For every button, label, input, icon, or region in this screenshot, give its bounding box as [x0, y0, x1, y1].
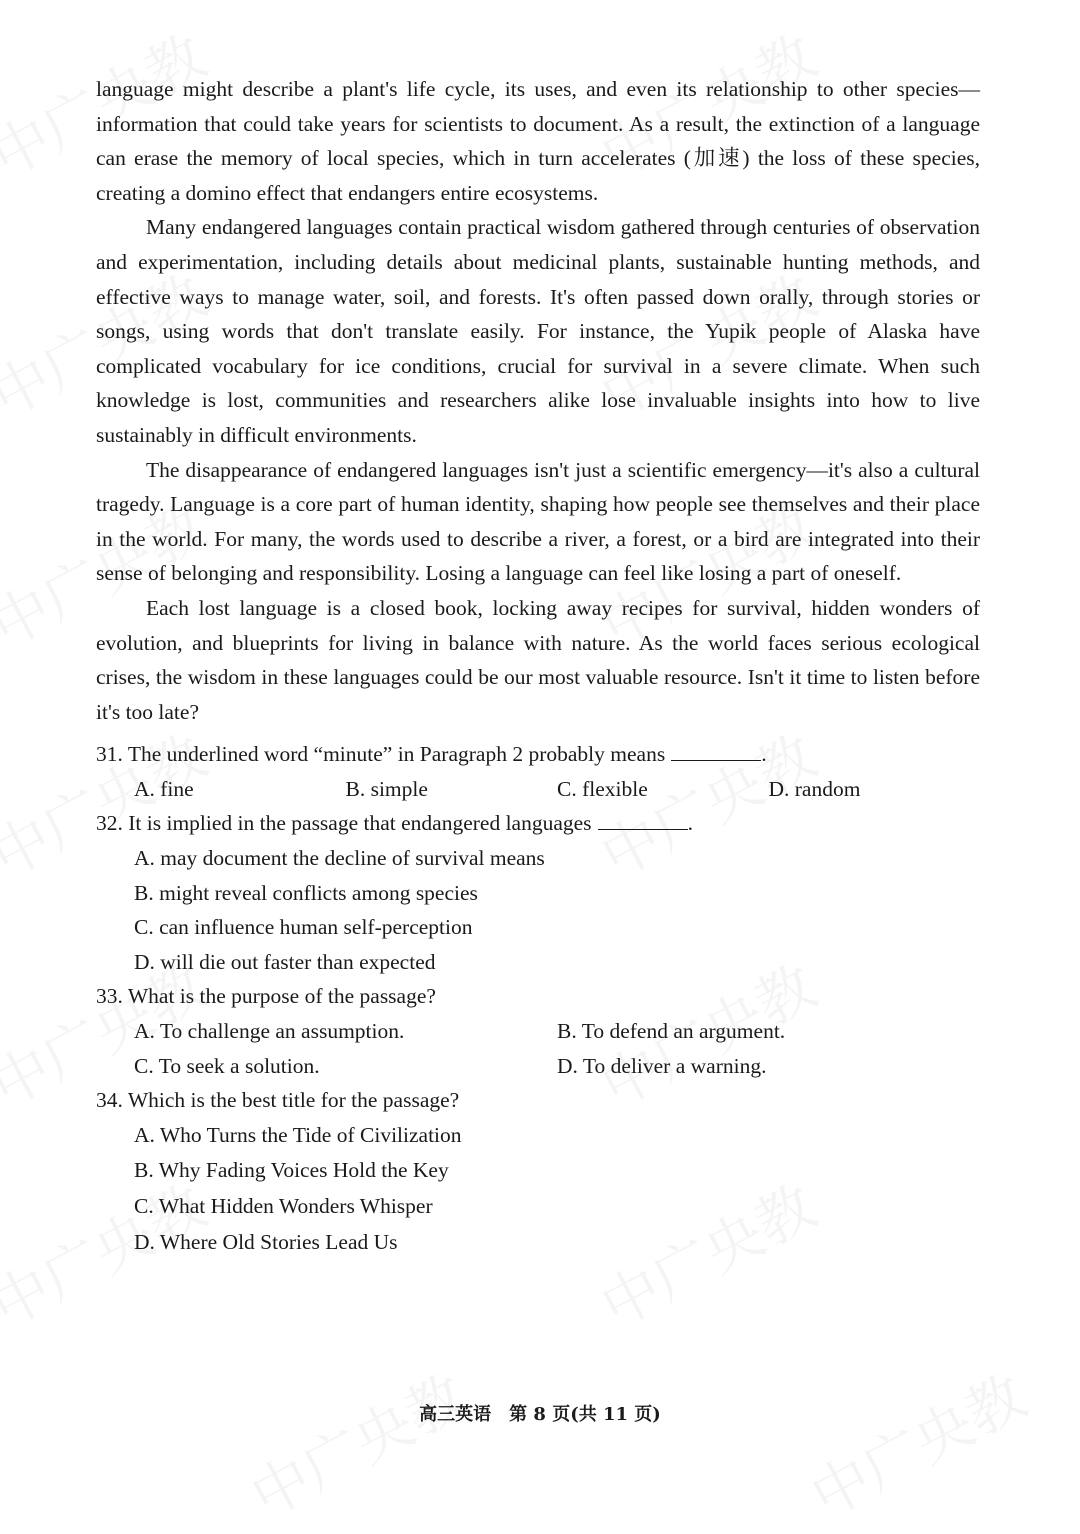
passage-paragraph: language might describe a plant's life cycle, its uses, and even its relationship to other species—information that could take years for scientists to document. As a result, the extinction of a language can erase the memory of local species, which in turn accelerates (加速) the loss of these species, creating a domino effect that endangers entire ecosystems. — [96, 77, 980, 205]
passage-paragraph: The disappearance of endangered languages isn't just a scientific emergency—it's also a cultural tragedy. Language is a core part of human identity, shaping how people see themselves and their place in the world. For many, the words used to describe a river, a forest, or a bird are integrated into their sense of belonging and responsibility. Losing a language can feel like losing a part of oneself. — [96, 457, 980, 586]
question-text: 32. It is implied in the passage that endangered languages — [96, 811, 592, 836]
option-a[interactable]: A. may document the decline of survival means — [134, 846, 545, 871]
option-row — [96, 1014, 980, 1049]
question-stem — [96, 806, 980, 841]
option-c[interactable]: C. can influence human self-perception — [134, 915, 473, 940]
question-stem — [96, 1083, 980, 1118]
passage-paragraph: Many endangered languages contain practical wisdom gathered through centuries of observation and experimentation, including details about medicinal plants, sustainable hunting methods, and effective ways to manage water, soil, and forests. It's often passed down orally, through stories or songs, using words that don't translate easily. For instance, the Yupik people of Alaska have complicated vocabulary for ice conditions, crucial for survival in a severe climate. When such knowledge is lost, communities and researchers alike lose invaluable insights into how to live sustainably in difficult environments. — [96, 215, 980, 447]
option-b[interactable]: B. To defend an argument. — [557, 1019, 786, 1044]
option-a[interactable]: A. To challenge an assumption. — [134, 1019, 405, 1044]
option-c[interactable]: C. What Hidden Wonders Whisper — [134, 1194, 433, 1218]
option-a[interactable]: A. fine — [134, 776, 194, 801]
option-list — [96, 1118, 980, 1260]
option-d[interactable]: D. will die out faster than expected — [134, 949, 436, 974]
option-b[interactable]: B. simple — [345, 776, 428, 801]
reading-passage — [96, 72, 980, 729]
option-row — [96, 1049, 980, 1084]
answer-blank — [671, 742, 761, 761]
option-d[interactable]: D. random — [768, 776, 861, 801]
option-d[interactable]: D. Where Old Stories Lead Us — [134, 1229, 398, 1254]
option-b[interactable]: B. might reveal conflicts among species — [134, 880, 478, 905]
question-list — [96, 737, 980, 1260]
option-c[interactable]: C. flexible — [557, 776, 648, 801]
page-footer: 高三英语 第 8 页(共 11 页) — [419, 1404, 661, 1425]
question-end: . — [687, 811, 693, 836]
option-row — [96, 772, 980, 807]
question-text: 34. Which is the best title for the passage? — [96, 1088, 460, 1113]
option-d[interactable]: D. To deliver a warning. — [557, 1053, 767, 1078]
question-34 — [96, 1083, 980, 1260]
question-31 — [96, 737, 980, 806]
question-end: . — [761, 742, 767, 767]
passage-paragraph: Each lost language is a closed book, locking away recipes for survival, hidden wonders of evolution, and blueprints for living in balance with nature. As the world faces serious ecological crises, the wisdom in these languages could be our most valuable resource. Isn't it time to listen before it's too late? — [96, 595, 980, 724]
watermark — [234, 1350, 478, 1533]
question-stem — [96, 737, 980, 772]
question-text: 31. The underlined word “minute” in Paragraph 2 probably means — [96, 742, 666, 767]
answer-blank — [598, 811, 688, 830]
question-stem — [96, 979, 980, 1014]
exam-page — [96, 72, 980, 1260]
watermark — [794, 1350, 1038, 1533]
question-32 — [96, 806, 980, 979]
option-a[interactable]: A. Who Turns the Tide of Civilization — [134, 1122, 462, 1147]
question-text: 33. What is the purpose of the passage? — [96, 984, 436, 1009]
question-33 — [96, 979, 980, 1083]
option-b[interactable]: B. Why Fading Voices Hold the Key — [134, 1158, 449, 1183]
option-c[interactable]: C. To seek a solution. — [134, 1053, 320, 1078]
option-list — [96, 841, 980, 979]
